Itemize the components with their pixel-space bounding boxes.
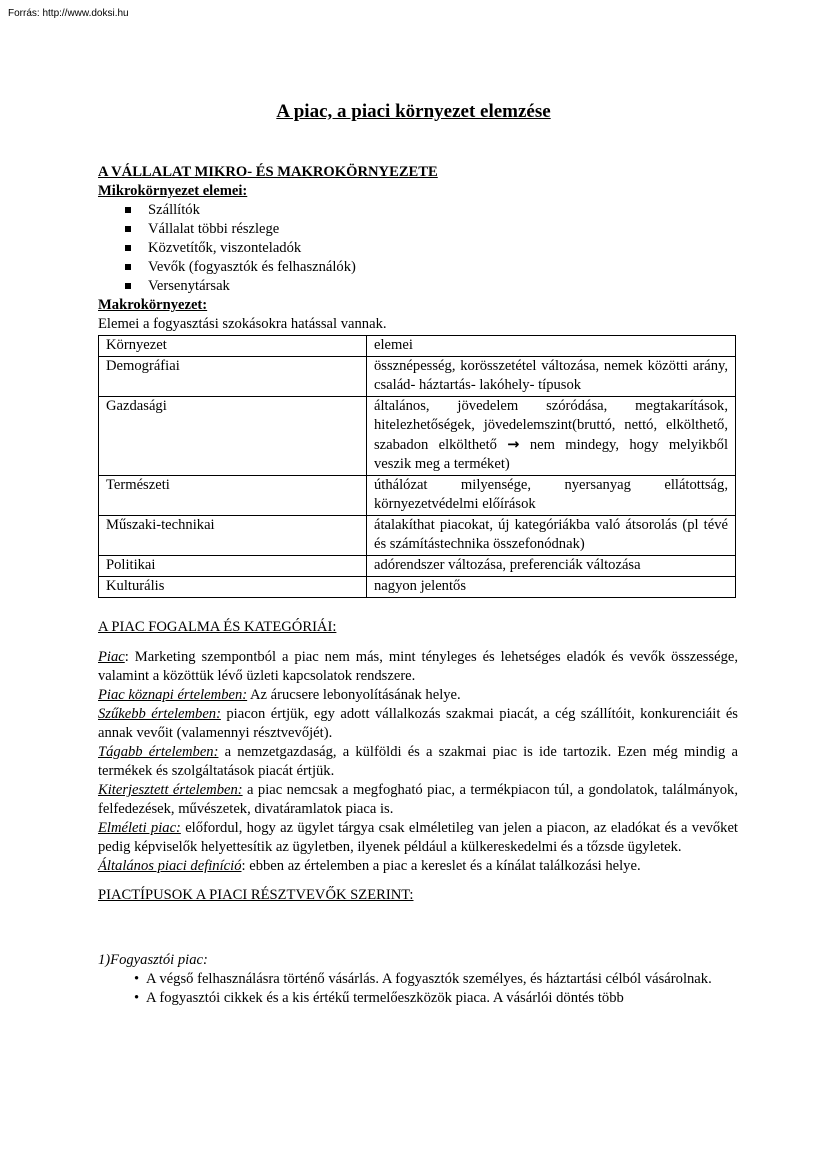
definition-term: Kiterjesztett értelemben: [98,782,243,798]
definition-paragraph [98,648,738,686]
definition-paragraph [98,781,738,819]
macro-environment-intro: Elemei a fogyasztási szokásokra hatással vannak. [98,316,387,332]
definition-term: Általános piaci definíció [98,858,242,874]
table-row [99,516,736,556]
definition-separator: : [124,649,129,665]
table-cell: adórendszer változása, preferenciák változása [367,556,736,577]
definition-separator: : [241,858,246,874]
definition-term: Piac [98,649,125,665]
list-item: • A fogyasztói cikkek és a kis értékű termelőeszközök piaca. A vásárlói döntés több [98,989,738,1008]
definition-term: Szűkebb értelemben: [98,706,221,722]
section-heading-environment: A VÁLLALAT MIKRO- ÉS MAKROKÖRNYEZETE [98,164,438,180]
definition-paragraph [98,705,738,743]
definition-text: piacon értjük, egy adott vállalkozás szakmai piacát, a cég szállítóit, konkurenciáit és annak vevőit (valamennyi résztvevőjét). [98,706,738,741]
micro-environment-label: Mikrokörnyezet elemei: [98,183,248,199]
table-cell: Politikai [99,556,367,577]
consumer-market-heading: 1)Fogyasztói piac: [98,952,208,968]
section-heading-market-types: PIACTÍPUSOK A PIACI RÉSZTVEVŐK SZERINT: [98,887,414,903]
source-note: Forrás: http://www.doksi.hu [8,8,129,19]
table-cell: Kulturális [99,577,367,598]
definition-term: Tágabb értelemben: [98,744,219,760]
table-cell: Műszaki-technikai [99,516,367,556]
list-item: Vevők (fogyasztók és felhasználók) [98,258,738,277]
table-cell: úthálózat milyensége, nyersanyag ellátottság, környezetvédelmi előírások [367,476,736,516]
table-header-cell: Környezet [99,336,367,357]
list-item: Versenytársak [98,277,738,296]
definition-text: előfordul, hogy az ügylet tárgya csak elméletileg van jelen a piacon, az eladókat és a vevőket pedig képviselők helyettesítik az ügyletben, ilyenek például a külkereskedelmi és a tőzsde ügyletek. [98,820,738,855]
table-row [99,577,736,598]
arrow-right-icon: → [507,436,520,453]
table-row [99,476,736,516]
table-cell: átalakíthat piacokat, új kategóriákba való átsorolás (pl tévé és számítástechnika összefonódnak) [367,516,736,556]
list-item: Közvetítők, viszonteladók [98,239,738,258]
table-row [99,357,736,397]
table-header-row [99,336,736,357]
table-row [99,397,736,476]
table-cell [367,397,736,476]
definition-paragraph [98,743,738,781]
table-cell: Természeti [99,476,367,516]
definition-paragraph [98,857,738,876]
definition-paragraph [98,686,738,705]
list-item: Szállítók [98,201,738,220]
document-body [98,163,738,1008]
definition-text: Marketing szempontból a piac nem más, mint tényleges és lehetséges eladók és vevők összessége, valamint a közöttük lévő üzleti kapcsolatok rendszere. [98,649,738,684]
definition-text: a nemzetgazdaság, a külföldi és a szakmai piac is ide tartozik. Ezen még mindig a termékek és szolgáltatások piacát értjük. [98,744,738,779]
definition-term: Elméleti piac: [98,820,181,836]
table-cell: Gazdasági [99,397,367,476]
table-cell: Demográfiai [99,357,367,397]
table-row [99,556,736,577]
table-cell: össznépesség, korösszetétel változása, nemek közötti arány, család- háztartás- lakóhely- típusok [367,357,736,397]
list-item: • A végső felhasználásra történő vásárlás. A fogyasztók személyes, és háztartási célból vásárolnak. [98,970,738,989]
macro-environment-label: Makrokörnyezet: [98,297,208,313]
table-header-cell: elemei [367,336,736,357]
definition-term: Piac köznapi értelemben: [98,687,248,703]
table-cell-text: nem mindegy, hogy melyikből veszik meg a terméket) [374,437,728,472]
table-cell-text: általános, jövedelem szóródása, megtakarítások, hitelezhetőségek, jövedelemszint(bruttó, nettó, elkölthető, szabadon elkölthető [374,398,728,453]
definition-text: a piac nemcsak a megfogható piac, a termékpiacon túl, a gondolatok, találmányok, felfedezések, művészetek, divatáramlatok piaca is. [98,782,738,817]
definition-text: Az árucsere lebonyolításának helye. [247,687,461,703]
section-heading-market: A PIAC FOGALMA ÉS KATEGÓRIÁI: [98,619,337,635]
page-title: A piac, a piaci környezet elemzése [276,101,551,122]
definition-paragraph [98,819,738,857]
definition-text: ebben az értelemben a piac a kereslet és a kínálat találkozási helye. [245,858,641,874]
micro-environment-list [98,201,738,296]
list-item: Vállalat többi részlege [98,220,738,239]
consumer-market-list [98,970,738,1008]
table-cell: nagyon jelentős [367,577,736,598]
environment-table [98,335,736,598]
